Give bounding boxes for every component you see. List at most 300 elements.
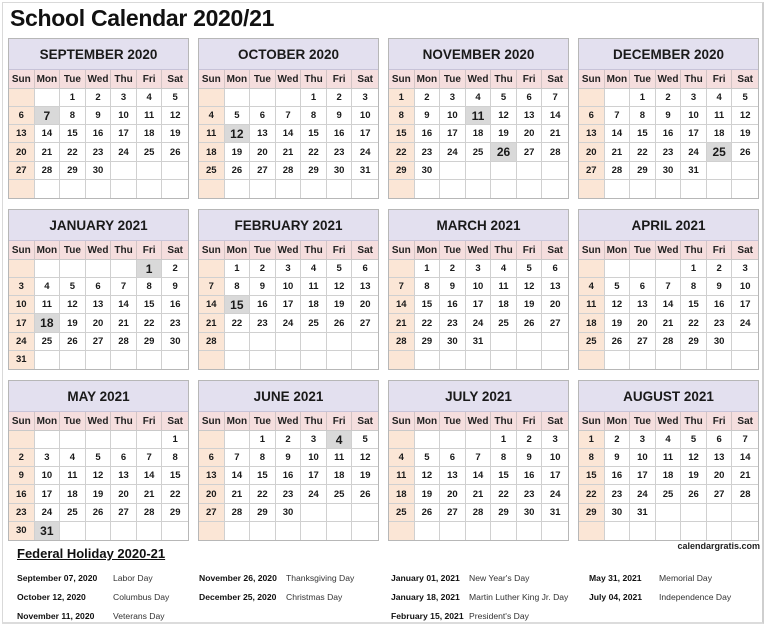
empty-day-cell bbox=[35, 351, 61, 369]
empty-day-cell bbox=[389, 260, 415, 277]
empty-day-cell bbox=[137, 522, 163, 540]
weekday-label: Mon bbox=[605, 412, 631, 430]
holiday-item bbox=[391, 587, 568, 606]
day-cell: 16 bbox=[656, 125, 682, 142]
holiday-name: President's Day bbox=[469, 610, 529, 621]
day-cell: 18 bbox=[466, 125, 492, 142]
day-cell: 26 bbox=[327, 314, 353, 331]
weekday-label: Tue bbox=[440, 412, 466, 430]
weeks bbox=[579, 431, 758, 540]
weekday-label: Sat bbox=[547, 415, 563, 427]
empty-day-cell bbox=[35, 180, 61, 198]
day-cell: 2 bbox=[415, 89, 441, 106]
empty-day-cell bbox=[137, 431, 163, 448]
empty-day-cell bbox=[542, 351, 568, 369]
week-row bbox=[389, 504, 568, 522]
empty-day-cell bbox=[137, 162, 163, 179]
day-cell: 20 bbox=[707, 467, 733, 484]
holiday-column bbox=[589, 568, 731, 606]
day-cell: 24 bbox=[681, 143, 707, 160]
day-cell: 17 bbox=[466, 296, 492, 313]
week-row bbox=[199, 467, 378, 485]
holiday-name: Columbus Day bbox=[113, 591, 170, 602]
day-cell: 19 bbox=[605, 314, 631, 331]
week-row bbox=[9, 485, 188, 503]
month-title: JUNE 2021 bbox=[199, 381, 378, 412]
empty-day-cell bbox=[732, 504, 758, 521]
weekday-label: Sun bbox=[9, 412, 35, 430]
day-cell: 8 bbox=[250, 449, 276, 466]
day-cell: 12 bbox=[491, 107, 517, 124]
empty-day-cell bbox=[605, 260, 631, 277]
week-row bbox=[199, 260, 378, 278]
day-cell: 22 bbox=[301, 143, 327, 160]
weekday-label: Mon bbox=[35, 241, 61, 259]
day-cell: 11 bbox=[327, 449, 353, 466]
day-cell: 31 bbox=[359, 164, 371, 176]
empty-day-cell bbox=[327, 333, 353, 350]
day-cell: 3 bbox=[681, 89, 707, 106]
empty-day-cell bbox=[517, 351, 543, 369]
holiday-date: November 26, 2020 bbox=[199, 572, 277, 583]
week-row bbox=[9, 431, 188, 449]
empty-day-cell bbox=[707, 162, 733, 179]
holiday-item bbox=[17, 606, 169, 625]
day-cell: 15 bbox=[491, 467, 517, 484]
weeks bbox=[579, 260, 758, 369]
day-cell: 3 bbox=[301, 431, 327, 448]
day-cell: 10 bbox=[301, 449, 327, 466]
day-cell: 20 bbox=[549, 299, 561, 311]
day-cell: 6 bbox=[362, 263, 368, 275]
weekday-label: Mon bbox=[605, 241, 631, 259]
day-cell: 23 bbox=[605, 485, 631, 502]
week-row bbox=[199, 333, 378, 351]
empty-day-cell bbox=[301, 351, 327, 369]
week-row bbox=[199, 485, 378, 503]
day-cell: 25 bbox=[301, 314, 327, 331]
empty-day-cell bbox=[440, 522, 466, 540]
empty-day-cell bbox=[111, 260, 137, 277]
weekday-label: Wed bbox=[656, 70, 682, 88]
empty-day-cell bbox=[60, 351, 86, 369]
day-cell: 29 bbox=[60, 162, 86, 179]
holiday-day-cell: 7 bbox=[35, 107, 61, 124]
empty-day-cell bbox=[86, 431, 112, 448]
holiday-item bbox=[391, 606, 568, 625]
weekday-header-row bbox=[199, 412, 378, 431]
day-cell: 27 bbox=[517, 143, 543, 160]
week-row bbox=[199, 143, 378, 161]
weekday-header-row bbox=[199, 70, 378, 89]
day-cell: 29 bbox=[250, 504, 276, 521]
empty-day-cell bbox=[466, 351, 492, 369]
empty-day-cell bbox=[542, 180, 568, 198]
empty-day-cell bbox=[707, 504, 733, 521]
day-cell: 4 bbox=[301, 260, 327, 277]
day-cell: 6 bbox=[199, 449, 225, 466]
week-row bbox=[9, 260, 188, 278]
day-cell: 18 bbox=[491, 296, 517, 313]
day-cell: 9 bbox=[605, 449, 631, 466]
weeks bbox=[9, 260, 188, 369]
weekday-label: Sat bbox=[167, 73, 183, 85]
day-cell: 1 bbox=[301, 89, 327, 106]
holiday-day-cell: 15 bbox=[225, 296, 251, 313]
empty-day-cell bbox=[656, 180, 682, 198]
weekday-label: Sun bbox=[199, 412, 225, 430]
weekday-label: Wed bbox=[86, 241, 112, 259]
empty-day-cell bbox=[111, 431, 137, 448]
month-title: JULY 2021 bbox=[389, 381, 568, 412]
day-cell: 20 bbox=[359, 299, 371, 311]
day-cell: 17 bbox=[440, 125, 466, 142]
week-row bbox=[579, 467, 758, 485]
day-cell: 13 bbox=[440, 467, 466, 484]
weekday-label: Tue bbox=[250, 70, 276, 88]
day-cell: 11 bbox=[579, 296, 605, 313]
day-cell: 18 bbox=[656, 467, 682, 484]
day-cell: 5 bbox=[86, 449, 112, 466]
weekday-label: Tue bbox=[60, 70, 86, 88]
day-cell: 6 bbox=[517, 89, 543, 106]
day-cell: 15 bbox=[301, 125, 327, 142]
day-cell: 9 bbox=[707, 278, 733, 295]
month-calendar bbox=[8, 380, 189, 541]
week-row bbox=[389, 296, 568, 314]
empty-day-cell bbox=[9, 180, 35, 198]
day-cell: 10 bbox=[35, 467, 61, 484]
empty-day-cell bbox=[579, 351, 605, 369]
week-row bbox=[9, 278, 188, 296]
day-cell: 16 bbox=[327, 125, 353, 142]
holiday-item bbox=[391, 568, 568, 587]
week-row bbox=[389, 522, 568, 540]
weeks bbox=[389, 260, 568, 369]
day-cell: 12 bbox=[517, 278, 543, 295]
day-cell: 22 bbox=[579, 485, 605, 502]
empty-day-cell bbox=[579, 522, 605, 540]
month-calendar bbox=[8, 38, 189, 199]
weeks bbox=[199, 89, 378, 198]
day-cell: 11 bbox=[137, 107, 163, 124]
weekday-label: Mon bbox=[415, 412, 441, 430]
day-cell: 7 bbox=[111, 278, 137, 295]
empty-day-cell bbox=[276, 351, 302, 369]
day-cell: 19 bbox=[681, 467, 707, 484]
weekday-label: Wed bbox=[466, 241, 492, 259]
day-cell: 8 bbox=[579, 449, 605, 466]
day-cell: 2 bbox=[86, 89, 112, 106]
week-row bbox=[579, 125, 758, 143]
day-cell: 21 bbox=[111, 314, 137, 331]
day-cell: 20 bbox=[250, 143, 276, 160]
empty-day-cell bbox=[466, 522, 492, 540]
day-cell: 5 bbox=[605, 278, 631, 295]
day-cell: 21 bbox=[549, 128, 561, 140]
holiday-date: September 07, 2020 bbox=[17, 572, 98, 583]
day-cell: 15 bbox=[169, 470, 181, 482]
empty-day-cell bbox=[301, 504, 327, 521]
day-cell: 22 bbox=[415, 314, 441, 331]
day-cell: 25 bbox=[656, 485, 682, 502]
day-cell: 3 bbox=[742, 263, 748, 275]
day-cell: 22 bbox=[137, 314, 163, 331]
day-cell: 26 bbox=[605, 333, 631, 350]
weekday-label: Sun bbox=[199, 70, 225, 88]
month-title: MAY 2021 bbox=[9, 381, 188, 412]
day-cell: 23 bbox=[656, 143, 682, 160]
empty-day-cell bbox=[389, 351, 415, 369]
day-cell: 4 bbox=[491, 260, 517, 277]
weekday-label: Sun bbox=[579, 412, 605, 430]
empty-day-cell bbox=[466, 431, 492, 448]
week-row bbox=[9, 143, 188, 161]
day-cell: 8 bbox=[137, 278, 163, 295]
weekday-label: Wed bbox=[276, 241, 302, 259]
day-cell: 14 bbox=[199, 296, 225, 313]
day-cell: 28 bbox=[605, 162, 631, 179]
day-cell: 24 bbox=[276, 314, 302, 331]
weekday-label: Fri bbox=[327, 241, 353, 259]
weekday-label: Fri bbox=[517, 241, 543, 259]
day-cell: 12 bbox=[605, 296, 631, 313]
day-cell: 5 bbox=[362, 434, 368, 446]
empty-day-cell bbox=[352, 180, 378, 198]
day-cell: 13 bbox=[111, 467, 137, 484]
week-row bbox=[579, 278, 758, 296]
day-cell: 20 bbox=[440, 485, 466, 502]
day-cell: 16 bbox=[276, 467, 302, 484]
day-cell: 1 bbox=[579, 431, 605, 448]
month-title: DECEMBER 2020 bbox=[579, 39, 758, 70]
day-cell: 25 bbox=[199, 162, 225, 179]
day-cell: 15 bbox=[250, 467, 276, 484]
weekday-label: Mon bbox=[225, 70, 251, 88]
week-row bbox=[579, 180, 758, 198]
empty-day-cell bbox=[276, 180, 302, 198]
day-cell: 12 bbox=[60, 296, 86, 313]
day-cell: 23 bbox=[707, 314, 733, 331]
day-cell: 6 bbox=[250, 107, 276, 124]
day-cell: 1 bbox=[172, 434, 178, 446]
empty-day-cell bbox=[542, 333, 568, 350]
day-cell: 20 bbox=[86, 314, 112, 331]
day-cell: 29 bbox=[681, 333, 707, 350]
day-cell: 19 bbox=[739, 128, 751, 140]
empty-day-cell bbox=[225, 333, 251, 350]
day-cell: 8 bbox=[301, 107, 327, 124]
day-cell: 21 bbox=[137, 485, 163, 502]
day-cell: 25 bbox=[60, 504, 86, 521]
federal-holiday-title: Federal Holiday 2020-21 bbox=[17, 546, 166, 561]
day-cell: 10 bbox=[549, 452, 561, 464]
day-cell: 27 bbox=[440, 504, 466, 521]
weekday-label: Wed bbox=[276, 70, 302, 88]
holiday-item bbox=[199, 587, 354, 606]
weekday-label: Tue bbox=[440, 70, 466, 88]
empty-day-cell bbox=[440, 431, 466, 448]
day-cell: 19 bbox=[415, 485, 441, 502]
weekday-label: Mon bbox=[225, 412, 251, 430]
day-cell: 12 bbox=[739, 110, 751, 122]
day-cell: 27 bbox=[9, 162, 35, 179]
day-cell: 18 bbox=[327, 467, 353, 484]
day-cell: 21 bbox=[225, 485, 251, 502]
empty-day-cell bbox=[111, 522, 137, 540]
week-row bbox=[9, 125, 188, 143]
weekday-label: Fri bbox=[137, 412, 163, 430]
week-row bbox=[579, 351, 758, 369]
empty-day-cell bbox=[389, 522, 415, 540]
day-cell: 20 bbox=[111, 485, 137, 502]
month-title: NOVEMBER 2020 bbox=[389, 39, 568, 70]
day-cell: 17 bbox=[739, 299, 751, 311]
day-cell: 12 bbox=[169, 110, 181, 122]
week-row bbox=[199, 522, 378, 540]
empty-day-cell bbox=[517, 162, 543, 179]
weeks bbox=[199, 431, 378, 540]
day-cell: 25 bbox=[327, 485, 353, 502]
week-row bbox=[9, 351, 188, 369]
empty-day-cell bbox=[60, 431, 86, 448]
empty-day-cell bbox=[630, 351, 656, 369]
empty-day-cell bbox=[707, 522, 733, 540]
day-cell: 8 bbox=[225, 278, 251, 295]
day-cell: 4 bbox=[60, 449, 86, 466]
month-calendar bbox=[198, 380, 379, 541]
day-cell: 10 bbox=[739, 281, 751, 293]
day-cell: 14 bbox=[466, 467, 492, 484]
month-title: SEPTEMBER 2020 bbox=[9, 39, 188, 70]
holiday-date: February 15, 2021 bbox=[391, 610, 464, 621]
month-title: OCTOBER 2020 bbox=[199, 39, 378, 70]
day-cell: 5 bbox=[517, 260, 543, 277]
day-cell: 8 bbox=[491, 449, 517, 466]
empty-day-cell bbox=[491, 162, 517, 179]
day-cell: 5 bbox=[60, 278, 86, 295]
weekday-label: Sat bbox=[357, 73, 373, 85]
empty-day-cell bbox=[86, 351, 112, 369]
empty-day-cell bbox=[579, 260, 605, 277]
day-cell: 7 bbox=[466, 449, 492, 466]
weekday-label: Thu bbox=[111, 241, 137, 259]
day-cell: 12 bbox=[327, 278, 353, 295]
calendar-grid bbox=[8, 38, 760, 541]
weekday-label: Mon bbox=[35, 412, 61, 430]
holiday-day-cell: 4 bbox=[327, 431, 353, 448]
day-cell: 29 bbox=[169, 506, 181, 518]
day-cell: 23 bbox=[276, 485, 302, 502]
holiday-item bbox=[589, 568, 731, 587]
day-cell: 29 bbox=[389, 162, 415, 179]
day-cell: 8 bbox=[60, 107, 86, 124]
weekday-label: Thu bbox=[301, 412, 327, 430]
month-calendar bbox=[198, 38, 379, 199]
day-cell: 24 bbox=[9, 333, 35, 350]
weekday-label: Sat bbox=[737, 415, 753, 427]
empty-day-cell bbox=[656, 504, 682, 521]
day-cell: 17 bbox=[9, 314, 35, 331]
weekday-label: Thu bbox=[491, 241, 517, 259]
day-cell: 15 bbox=[389, 125, 415, 142]
empty-day-cell bbox=[732, 351, 758, 369]
day-cell: 17 bbox=[549, 470, 561, 482]
day-cell: 10 bbox=[276, 278, 302, 295]
empty-day-cell bbox=[327, 504, 353, 521]
empty-day-cell bbox=[225, 180, 251, 198]
day-cell: 13 bbox=[517, 107, 543, 124]
day-cell: 13 bbox=[86, 296, 112, 313]
weekday-label: Fri bbox=[137, 70, 163, 88]
day-cell: 30 bbox=[707, 333, 733, 350]
holiday-name: Veterans Day bbox=[113, 610, 165, 621]
day-cell: 5 bbox=[681, 431, 707, 448]
holiday-date: January 18, 2021 bbox=[391, 591, 460, 602]
weeks bbox=[579, 89, 758, 198]
day-cell: 5 bbox=[172, 92, 178, 104]
day-cell: 23 bbox=[250, 314, 276, 331]
empty-day-cell bbox=[199, 260, 225, 277]
empty-day-cell bbox=[35, 260, 61, 277]
day-cell: 5 bbox=[327, 260, 353, 277]
day-cell: 10 bbox=[111, 107, 137, 124]
weekday-label: Tue bbox=[630, 241, 656, 259]
weekday-label: Sun bbox=[389, 70, 415, 88]
week-row bbox=[9, 467, 188, 485]
weekday-label: Thu bbox=[681, 412, 707, 430]
day-cell: 26 bbox=[86, 504, 112, 521]
empty-day-cell bbox=[352, 522, 378, 540]
holiday-column bbox=[199, 568, 354, 606]
day-cell: 7 bbox=[742, 434, 748, 446]
week-row bbox=[389, 449, 568, 467]
empty-day-cell bbox=[111, 351, 137, 369]
week-row bbox=[579, 485, 758, 503]
week-row bbox=[389, 89, 568, 107]
day-cell: 30 bbox=[605, 504, 631, 521]
weekday-label: Fri bbox=[707, 412, 733, 430]
day-cell: 22 bbox=[250, 485, 276, 502]
day-cell: 9 bbox=[656, 107, 682, 124]
day-cell: 8 bbox=[681, 278, 707, 295]
empty-day-cell bbox=[681, 180, 707, 198]
weekday-header-row bbox=[389, 70, 568, 89]
day-cell: 6 bbox=[86, 278, 112, 295]
empty-day-cell bbox=[656, 522, 682, 540]
day-cell: 2 bbox=[327, 89, 353, 106]
empty-day-cell bbox=[415, 431, 441, 448]
day-cell: 11 bbox=[389, 467, 415, 484]
day-cell: 3 bbox=[276, 260, 302, 277]
month-calendar bbox=[388, 380, 569, 541]
empty-day-cell bbox=[707, 351, 733, 369]
empty-day-cell bbox=[605, 522, 631, 540]
day-cell: 19 bbox=[225, 143, 251, 160]
empty-day-cell bbox=[440, 351, 466, 369]
week-row bbox=[389, 485, 568, 503]
holiday-date: May 31, 2021 bbox=[589, 572, 642, 583]
holiday-name: Christmas Day bbox=[286, 591, 343, 602]
empty-day-cell bbox=[681, 504, 707, 521]
day-cell: 27 bbox=[579, 162, 605, 179]
day-cell: 10 bbox=[9, 296, 35, 313]
day-cell: 2 bbox=[605, 431, 631, 448]
day-cell: 30 bbox=[440, 333, 466, 350]
day-cell: 19 bbox=[327, 296, 353, 313]
day-cell: 23 bbox=[415, 143, 441, 160]
weekday-label: Wed bbox=[276, 412, 302, 430]
